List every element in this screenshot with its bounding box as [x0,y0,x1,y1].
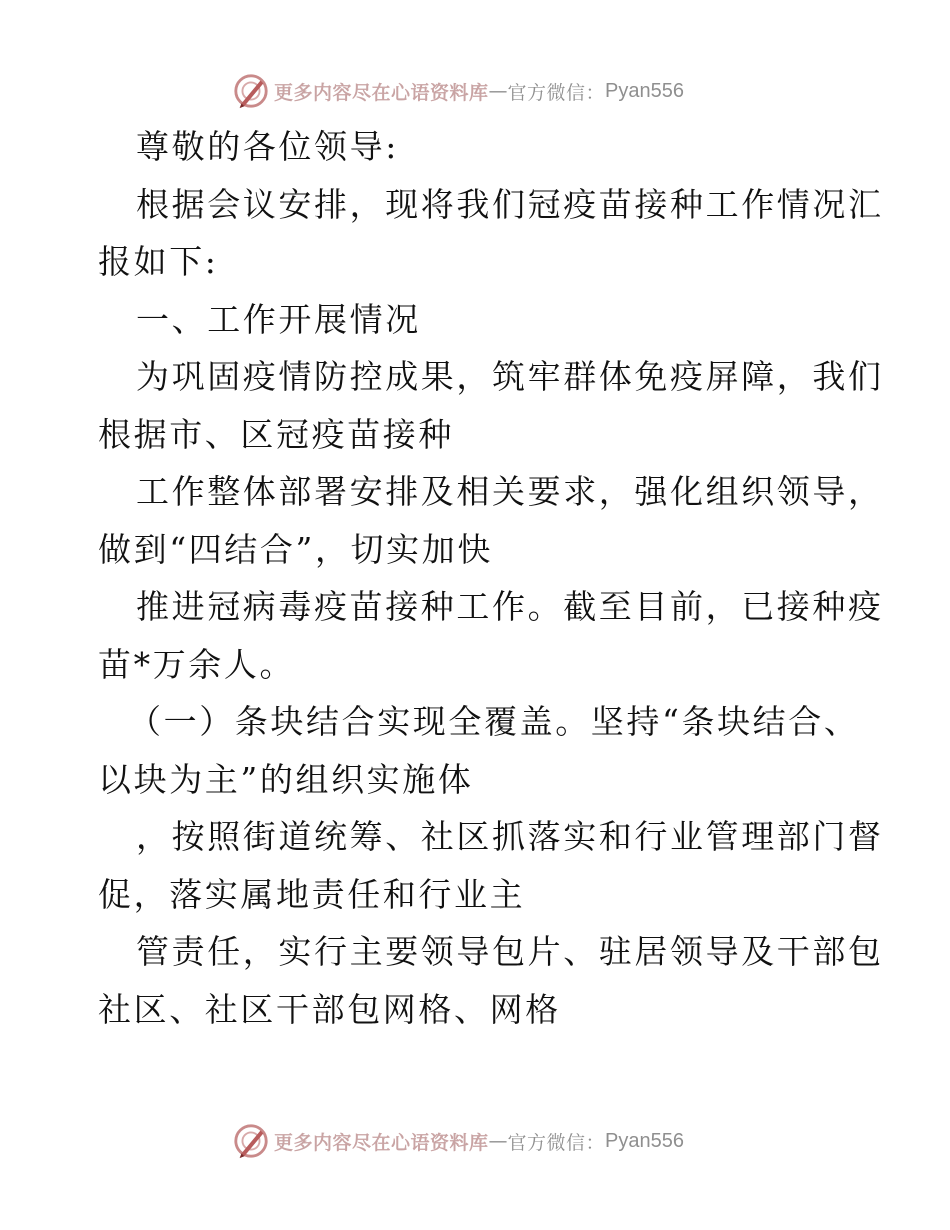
paragraph-line: 根据会议安排，现将我们冠疫苗接种工作情况汇 [136,184,884,224]
paragraph-line: 做到“四结合”，切实加快 [98,529,493,569]
paragraph-line: 报如下: [98,242,219,281]
pen-logo-icon [232,72,270,110]
paragraph-line: 苗*万余人。 [98,644,296,684]
paragraph-line: 根据市、区冠疫苗接种 [98,414,454,454]
paragraph-line: 为巩固疫情防控成果，筑牢群体免疫屏障，我们 [136,357,884,396]
paragraph-line: 促，落实属地责任和行业主 [98,874,526,914]
watermark-site-text: 更多内容尽在心语资料库 [274,81,489,104]
footer-watermark [232,1121,684,1161]
salutation: 尊敬的各位领导: [136,127,399,166]
paragraph-line: 以块为主”的组织实施体 [98,759,474,799]
header-watermark [232,71,684,111]
watermark-site-text: 更多内容尽在心语资料库 [274,1131,489,1154]
paragraph-line: 工作整体部署安排及相关要求，强化组织领导， [136,472,884,511]
watermark-contact-id: Pyan556 [605,79,684,102]
document-body [98,118,884,1038]
paragraph-line: 推进冠病毒疫苗接种工作。截至目前，已接种疫 [136,587,884,626]
paragraph-line: 社区、社区干部包网格、网格 [98,989,561,1029]
paragraph-line: ，按照街道统筹、社区抓落实和行业管理部门督 [136,817,884,856]
watermark-separator: — [488,1130,508,1152]
watermark-contact-id: Pyan556 [605,1129,684,1152]
subsection-heading: （一）条块结合实现全覆盖。坚持“条块结合、 [128,702,860,741]
watermark-contact-label: 官方微信： [507,1131,606,1154]
section-heading: 一、工作开展情况 [136,299,421,339]
paragraph-line: 管责任，实行主要领导包片、驻居领导及干部包 [136,932,884,971]
watermark-contact-label: 官方微信： [507,81,606,104]
watermark-separator: — [488,80,508,102]
pen-logo-icon [232,1122,270,1160]
